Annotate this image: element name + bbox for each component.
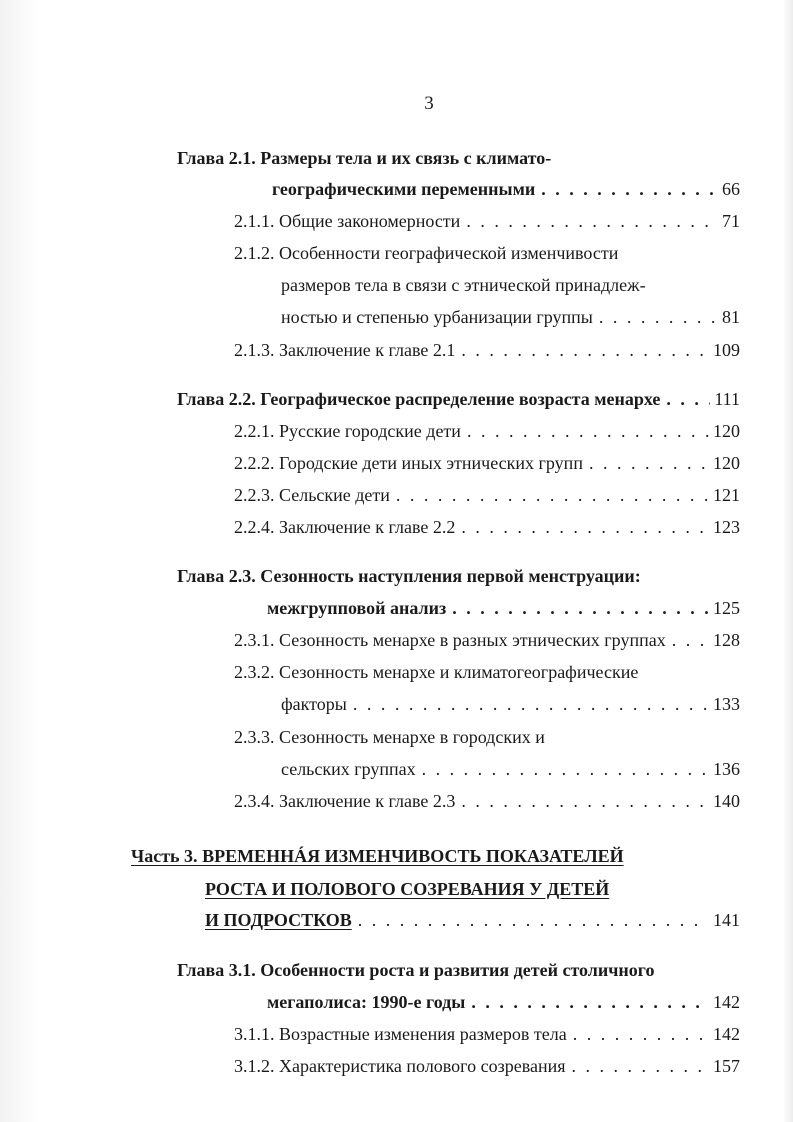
page-ref: 140 [713, 791, 740, 811]
toc-part-3-end [205, 907, 740, 933]
toc-section-2-3-4 [234, 788, 740, 814]
dot-leader [358, 907, 709, 933]
toc-section-2-2-3 [234, 482, 740, 508]
scan-edge-left [0, 0, 40, 1122]
section-title: Русские городские дети [279, 421, 461, 441]
toc-section-2-1-2-end [281, 304, 740, 330]
dot-leader [353, 691, 709, 717]
dot-leader [396, 482, 709, 508]
part-title-line-3: И ПОДРОСТКОВ [205, 910, 352, 930]
section-title-line-1: Особенности географической изменчивости [279, 243, 619, 263]
dot-leader [422, 756, 709, 782]
toc-section-2-2-2 [234, 450, 740, 476]
section-title: Заключение к главе 2.1 [279, 340, 456, 360]
chapter-number: Глава 2.2. [177, 389, 256, 409]
section-title: Общие закономерности [279, 211, 461, 231]
toc-section-2-1-3 [234, 337, 740, 363]
page-number: 3 [424, 93, 434, 114]
part-number: Часть 3. [131, 846, 198, 866]
chapter-title: Географическое распределение возраста менархе [260, 389, 661, 409]
page-ref: 123 [713, 517, 740, 537]
section-number: 3.1.2. [234, 1056, 275, 1076]
section-number: 2.3.4. [234, 791, 275, 811]
toc-section-2-3-2 [234, 659, 638, 685]
page-ref: 142 [713, 992, 740, 1012]
toc-section-2-3-2-cont [281, 691, 740, 717]
toc-part-3-cont [205, 876, 609, 902]
toc-section-2-1-2-cont [281, 272, 646, 298]
section-title-line-1: Сезонность менархе в городских и [279, 727, 545, 747]
section-title: Сельские дети [279, 485, 390, 505]
page-ref: 125 [713, 598, 740, 618]
dot-leader [572, 1053, 710, 1079]
dot-leader [672, 627, 709, 653]
page-ref: 121 [713, 485, 740, 505]
page-ref: 71 [722, 211, 740, 231]
section-number: 2.2.2. [234, 453, 275, 473]
section-number: 2.1.1. [234, 211, 275, 231]
toc-part-3 [131, 843, 624, 869]
section-number: 2.3.2. [234, 662, 275, 682]
toc-chapter-2-3-cont [267, 595, 740, 621]
section-title-line-3: ностью и степенью урбанизации группы [281, 307, 593, 327]
page-ref: 81 [722, 307, 740, 327]
scan-edge-right [783, 0, 793, 1122]
chapter-number: Глава 2.1. [177, 148, 256, 168]
dot-leader [461, 337, 709, 363]
chapter-title-line-2: географическими переменными [272, 179, 536, 199]
dot-leader [466, 208, 718, 234]
section-title: Характеристика полового созревания [279, 1056, 566, 1076]
chapter-number: Глава 3.1. [177, 960, 256, 980]
toc-section-2-2-1 [234, 418, 740, 444]
section-title: Сезонность менархе в разных этнических группах [279, 630, 666, 650]
page-ref: 136 [713, 759, 740, 779]
chapter-title-line-1: Особенности роста и развития детей столичного [260, 960, 655, 980]
section-title-line-2: размеров тела в связи с этнической принадлеж- [281, 275, 646, 295]
section-title: Возрастные изменения размеров тела [279, 1024, 567, 1044]
toc-chapter-2-1-cont [272, 176, 740, 202]
section-title: Городские дети иных этнических групп [279, 453, 583, 473]
part-title-line-1: ВРЕМЕННÁЯ ИЗМЕНЧИВОСТЬ ПОКАЗАТЕЛЕЙ [202, 846, 624, 866]
dot-leader [467, 418, 709, 444]
toc-section-2-1-2 [234, 240, 618, 266]
toc-chapter-2-2 [177, 386, 740, 412]
section-number: 2.1.3. [234, 340, 275, 360]
toc-section-3-1-1 [234, 1021, 740, 1047]
section-number: 3.1.1. [234, 1024, 275, 1044]
chapter-title-line-1: Сезонность наступления первой менструации: [260, 566, 641, 586]
page-ref: 120 [713, 453, 740, 473]
dot-leader [461, 788, 709, 814]
page-ref: 133 [713, 694, 740, 714]
dot-leader [471, 989, 709, 1015]
page-ref: 128 [713, 630, 740, 650]
chapter-number: Глава 2.3. [177, 566, 256, 586]
section-number: 2.2.1. [234, 421, 275, 441]
section-title: Заключение к главе 2.3 [279, 791, 456, 811]
dot-leader [599, 304, 718, 330]
page-ref: 157 [713, 1056, 740, 1076]
page-ref: 109 [713, 340, 740, 360]
page-ref: 120 [713, 421, 740, 441]
toc-chapter-3-1 [177, 957, 655, 983]
page-ref: 141 [713, 910, 740, 930]
chapter-title-line-2: мегаполиса: 1990-е годы [267, 992, 466, 1012]
page-ref: 142 [713, 1024, 740, 1044]
toc-chapter-3-1-cont [267, 989, 740, 1015]
dot-leader [461, 514, 709, 540]
dot-leader [589, 450, 709, 476]
dot-leader [666, 386, 710, 412]
dot-leader [452, 595, 709, 621]
toc-chapter-2-1 [177, 145, 551, 171]
section-number: 2.3.1. [234, 630, 275, 650]
section-title: Заключение к главе 2.2 [279, 517, 456, 537]
toc-section-2-3-3 [234, 724, 545, 750]
section-title-line-2: факторы [281, 694, 347, 714]
section-title-line-2: сельских группах [281, 759, 416, 779]
toc-section-2-3-1 [234, 627, 740, 653]
dot-leader [573, 1021, 709, 1047]
part-title-line-2: РОСТА И ПОЛОВОГО СОЗРЕВАНИЯ У ДЕТЕЙ [205, 879, 610, 899]
chapter-title-line-2: межгрупповой анализ [267, 598, 447, 618]
section-number: 2.3.3. [234, 727, 275, 747]
page-ref: 111 [714, 389, 740, 409]
toc-section-2-1-1 [234, 208, 740, 234]
dot-leader [541, 176, 718, 202]
toc-chapter-2-3 [177, 563, 641, 589]
section-title-line-1: Сезонность менархе и климатогеографические [279, 662, 639, 682]
toc-section-2-2-4 [234, 514, 740, 540]
toc-section-2-3-3-cont [281, 756, 740, 782]
section-number: 2.1.2. [234, 243, 275, 263]
section-number: 2.2.3. [234, 485, 275, 505]
page-ref: 66 [722, 179, 740, 199]
toc-section-3-1-2 [234, 1053, 740, 1079]
chapter-title-line-1: Размеры тела и их связь с климато- [260, 148, 552, 168]
section-number: 2.2.4. [234, 517, 275, 537]
